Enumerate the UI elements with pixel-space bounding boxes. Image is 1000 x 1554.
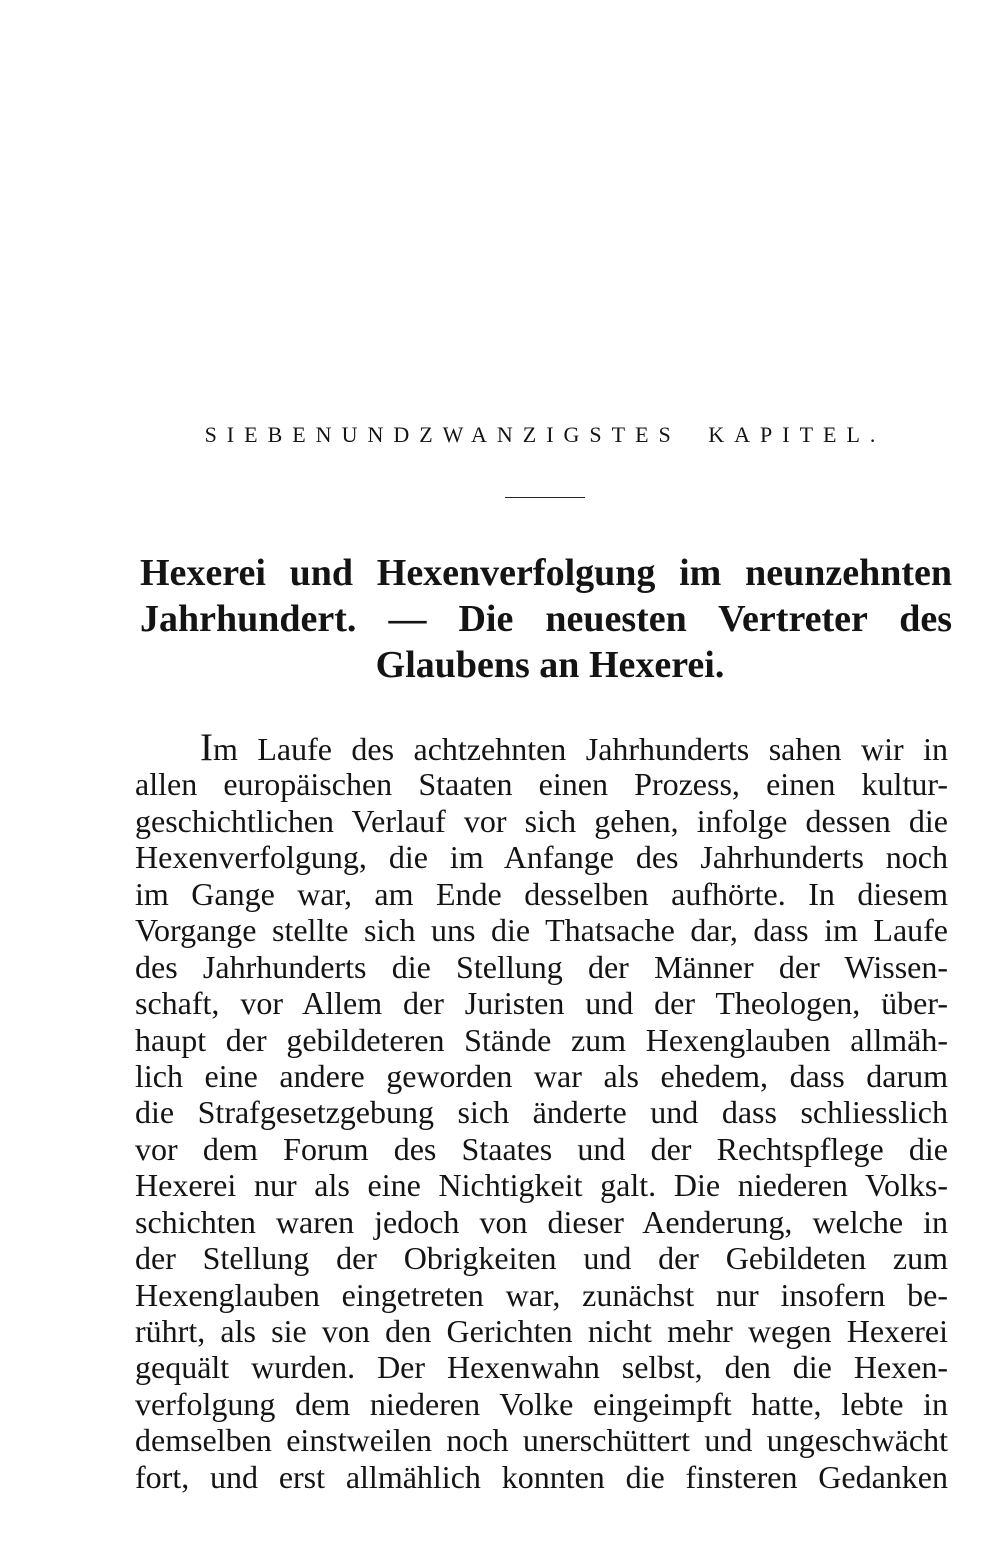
body-line: im Gange war, am Ende desselben aufhörte. In diesem: [135, 875, 948, 912]
body-line: Hexerei nur als eine Nichtigkeit galt. Die niederen Volks-: [135, 1167, 948, 1204]
body-line: rührt, als sie von den Gerichten nicht mehr wegen Hexerei: [135, 1313, 948, 1349]
body-line: schaft, vor Allem der Juristen und der Theologen, über-: [135, 985, 948, 1022]
body-line: fort, und erst allmählich konnten die finsteren Gedanken: [135, 1458, 948, 1495]
chapter-title-line: Jahrhundert. — Die neuesten Vertreter des: [140, 598, 952, 640]
body-line: gequält wurden. Der Hexenwahn selbst, den die Hexen-: [135, 1349, 948, 1386]
chapter-title-line: Hexerei und Hexenverfolgung im neunzehnten: [140, 552, 952, 594]
body-paragraph: [135, 726, 948, 1495]
body-line: die Strafgesetzgebung sich änderte und dass schliesslich: [135, 1094, 948, 1131]
chapter-title-line: Glaubens an Hexerei.: [375, 644, 725, 686]
body-line: schichten waren jedoch von dieser Aenderung, welche in: [135, 1203, 948, 1240]
body-line: Im Laufe des achtzehnten Jahrhunderts sahen wir in: [200, 726, 948, 769]
body-line: des Jahrhunderts die Stellung der Männer der Wissen-: [135, 948, 948, 985]
body-line: allen europäischen Staaten einen Prozess, einen kultur-: [135, 766, 948, 803]
chapter-heading: SIEBENUNDZWANZIGSTES KAPITEL.: [204, 422, 886, 447]
body-line: vor dem Forum des Staates und der Rechtspflege die: [135, 1130, 948, 1167]
body-line: haupt der gebildeteren Stände zum Hexenglauben allmäh-: [135, 1021, 948, 1058]
body-line: lich eine andere geworden war als ehedem, dass darum: [135, 1057, 948, 1094]
body-line: Hexenverfolgung, die im Anfange des Jahrhunderts noch: [135, 839, 948, 876]
chapter-title: [140, 550, 952, 688]
body-line: der Stellung der Obrigkeiten und der Gebildeten zum: [135, 1240, 948, 1277]
body-line: verfolgung dem niederen Volke eingeimpft hatte, lebte in: [135, 1385, 948, 1422]
heading-rule: [505, 497, 585, 498]
body-line: Vorgange stellte sich uns die Thatsache dar, dass im Laufe: [135, 912, 948, 949]
body-line: Hexenglauben eingetreten war, zunächst nur insofern be-: [135, 1276, 948, 1313]
body-line: geschichtlichen Verlauf vor sich gehen, infolge dessen die: [135, 802, 948, 839]
body-line: demselben einstweilen noch unerschüttert und ungeschwächt: [135, 1422, 948, 1459]
